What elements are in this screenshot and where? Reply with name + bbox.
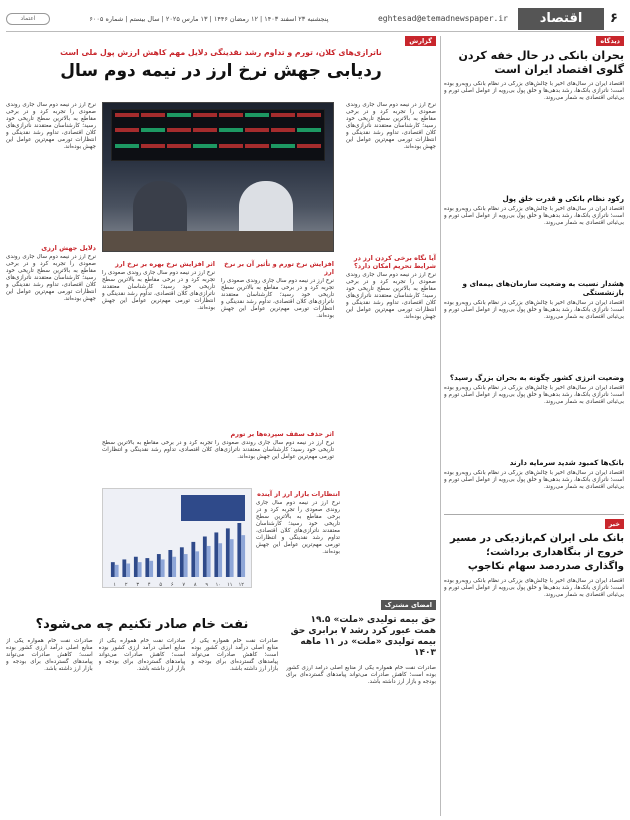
chart-bar <box>226 528 230 577</box>
main-body-2: نرخ ارز در نیمه دوم سال جاری روندی صعودی را تجربه کرد و در برخی مقاطع به بالاترین سطح تاریخی خود رسید؛ کارشناسان معتقدند ناترازی‌های کلان اقتصادی، تداوم رشد نقدینگی و انتظارات تورمی مهم‌ترین عوامل این جهش بوده‌اند. <box>346 272 436 320</box>
site-email[interactable]: eghtesad@etemadnewspaper.ir <box>377 14 508 23</box>
chart-bar <box>214 532 218 577</box>
right-column <box>444 36 624 816</box>
insurance-body: صادرات نفت خام همواره یکی از منابع اصلی درآمد ارزی کشور بوده است؛ کاهش صادرات می‌تواند پیامدهای گسترده‌ای برای بودجه و بازار ارز داشته باشد. <box>286 665 436 685</box>
main-body-7: نرخ ارز در نیمه دوم سال جاری روندی صعودی را تجربه کرد و در برخی مقاطع به بالاترین سطح تاریخی خود رسید؛ کارشناسان معتقدند ناترازی‌های کلان اقتصادی، تداوم رشد نقدینگی و انتظارات تورمی مهم‌ترین عوامل این جهش بوده‌اند. <box>102 440 334 460</box>
chart-legend-box <box>181 495 245 521</box>
chart-bar <box>145 558 149 577</box>
chart-bar <box>111 562 115 577</box>
opinion-subhead-2: هشدار نسبت به وضعیت سازمان‌های بیمه‌ای و بازنشستگی <box>462 279 624 297</box>
chart-bar <box>241 535 245 577</box>
main-subhead-2: افزایش نرخ تورم و تأثیر آن بر نرخ ارز <box>224 260 334 276</box>
main-body-8: نرخ ارز در نیمه دوم سال جاری روندی صعودی را تجربه کرد و در برخی مقاطع به بالاترین سطح تاریخی خود رسید؛ کارشناسان معتقدند ناترازی‌های کلان اقتصادی، تداوم رشد نقدینگی و انتظارات تورمی مهم‌ترین عوامل این جهش بوده‌اند. <box>256 500 340 555</box>
main-kicker: ناترازی‌های کلان، تورم و تداوم رشد نقدینگی دلایل مهم کاهش ارزش پول ملی است <box>60 48 382 57</box>
chart-tick-label: ۲ <box>124 582 128 588</box>
news-tag: خبر <box>605 519 624 529</box>
chart-tick-label: ۸ <box>193 582 197 588</box>
column-divider <box>440 36 441 816</box>
chart-tick-label: ۷ <box>182 582 186 588</box>
chart-bar <box>172 557 176 577</box>
opinion-body-3: اقتصاد ایران در سال‌های اخیر با چالش‌های بزرگی در نظام بانکی روبه‌رو بوده است؛ ناترازی بانک‌ها، رشد بدهی‌ها و خلق پول بی‌رویه از عوامل اصلی تورم و بی‌ثباتی اقتصادی به شمار می‌روند. <box>444 300 624 320</box>
chart-bar <box>115 565 119 577</box>
news-body: اقتصاد ایران در سال‌های اخیر با چالش‌های بزرگی در نظام بانکی روبه‌رو بوده است؛ ناترازی بانک‌ها، رشد بدهی‌ها و خلق پول بی‌رویه از عوامل اصلی تورم و بی‌ثباتی اقتصادی به شمار می‌روند. <box>444 578 624 598</box>
chart-bar <box>168 550 172 577</box>
rate-board <box>111 109 325 161</box>
chart-bar <box>122 559 126 577</box>
section-title: اقتصاد <box>518 8 604 30</box>
bottom-article <box>6 600 436 816</box>
chart-bar <box>195 551 199 577</box>
news-title: بانک ملی ایران کم‌بازدیکی در مسیر خروج از بنگاهداری برداشت؛ واگذاری صدردصد سهام نکاجوپ <box>450 533 624 572</box>
oil-body-2: صادرات نفت خام همواره یکی از منابع اصلی درآمد ارزی کشور بوده است؛ کاهش صادرات می‌تواند پیامدهای گسترده‌ای برای بودجه و بازار ارز داشته باشد. <box>98 638 186 672</box>
chart-tick-label: ۹ <box>205 582 209 588</box>
insurance-headline: حق بیمه تولیدی «ملت» ۱۹.۵ همت عبور کرد رشد ۷ برابری حق بیمه تولیدی «ملت» در ۱۱ ماهه ۱۴۰۳ <box>290 615 436 658</box>
opinion-body-4: اقتصاد ایران در سال‌های اخیر با چالش‌های بزرگی در نظام بانکی روبه‌رو بوده است؛ ناترازی بانک‌ها، رشد بدهی‌ها و خلق پول بی‌رویه از عوامل اصلی تورم و بی‌ثباتی اقتصادی به شمار می‌روند. <box>444 385 624 405</box>
chart-bar <box>134 557 138 577</box>
main-article <box>6 36 436 596</box>
main-headline: ردیابی جهش نرخ ارز در نیمه دوم سال <box>60 61 382 81</box>
main-subhead-4: اثر افزایش نرخ بهره بر نرخ ارز <box>115 260 215 268</box>
chart-tick-label: ۶ <box>170 582 174 588</box>
chart-bar <box>180 547 184 577</box>
chart-tick-label: ۱ <box>113 582 117 588</box>
chart-bar <box>237 523 241 577</box>
exchange-photo <box>102 102 334 252</box>
main-body-6: نرخ ارز در نیمه دوم سال جاری روندی صعودی را تجربه کرد و در برخی مقاطع به بالاترین سطح تاریخی خود رسید؛ کارشناسان معتقدند ناترازی‌های کلان اقتصادی، تداوم رشد نقدینگی و انتظارات تورمی مهم‌ترین عوامل این جهش بوده‌اند. <box>102 270 215 311</box>
opinion-subhead-1: رکود نظام بانکی و قدرت خلق پول <box>502 194 624 203</box>
opinion-body-2: اقتصاد ایران در سال‌های اخیر با چالش‌های بزرگی در نظام بانکی روبه‌رو بوده است؛ ناترازی بانک‌ها، رشد بدهی‌ها و خلق پول بی‌رویه از عوامل اصلی تورم و بی‌ثباتی اقتصادی به شمار می‌روند. <box>444 206 624 226</box>
bar-chart <box>102 488 252 588</box>
chart-tick-label: ۴ <box>147 582 151 588</box>
date-line: پنجشنبه ۲۳ اسفند ۱۴۰۳ | ۱۲ رمضان ۱۴۴۶ | ۱۳ مارس ۲۰۲۵ | سال بیستم | شماره ۶۰۰۵ <box>89 14 329 23</box>
desk <box>103 231 333 251</box>
chart-bar <box>230 539 234 577</box>
divider <box>444 514 624 515</box>
chart-bar <box>207 546 211 577</box>
chart-tick-label: ۱۰ <box>215 582 221 588</box>
main-subhead-6: انتظارات بازار ارز از آینده <box>257 490 340 498</box>
newspaper-logo: اعتماد <box>6 13 50 25</box>
opinion-subhead-4: بانک‌ها کمبود شدید سرمایه دارند <box>509 458 624 467</box>
report-tag: گزارش <box>405 36 436 46</box>
chart-bar <box>203 537 207 578</box>
chart-bar <box>161 559 165 577</box>
chart-bar <box>138 562 142 577</box>
opinion-title: بحران بانکی در حال خفه کردن گلوی اقتصاد ایران است <box>458 49 624 76</box>
opinion-body-5: اقتصاد ایران در سال‌های اخیر با چالش‌های بزرگی در نظام بانکی روبه‌رو بوده است؛ ناترازی بانک‌ها، رشد بدهی‌ها و خلق پول بی‌رویه از عوامل اصلی تورم و بی‌ثباتی اقتصادی به شمار می‌روند. <box>444 470 624 490</box>
opinion-body: اقتصاد ایران در سال‌های اخیر با چالش‌های بزرگی در نظام بانکی روبه‌رو بوده است؛ ناترازی بانک‌ها، رشد بدهی‌ها و خلق پول بی‌رویه از عوامل اصلی تورم و بی‌ثباتی اقتصادی به شمار می‌روند. <box>444 81 624 101</box>
chart-tick-label: ۳ <box>136 582 140 588</box>
opinion-tag: دیدگاه <box>596 36 624 46</box>
main-body-1: نرخ ارز در نیمه دوم سال جاری روندی صعودی را تجربه کرد و در برخی مقاطع به بالاترین سطح تاریخی خود رسید؛ کارشناسان معتقدند ناترازی‌های کلان اقتصادی، تداوم رشد نقدینگی و انتظارات تورمی مهم‌ترین عوامل این جهش بوده‌اند. <box>346 102 436 150</box>
chart-tick-label: ۱۲ <box>238 582 244 588</box>
oil-body-3: صادرات نفت خام همواره یکی از منابع اصلی درآمد ارزی کشور بوده است؛ کاهش صادرات می‌تواند پیامدهای گسترده‌ای برای بودجه و بازار ارز داشته باشد. <box>5 638 93 672</box>
oil-body-1: صادرات نفت خام همواره یکی از منابع اصلی درآمد ارزی کشور بوده است؛ کاهش صادرات می‌تواند پیامدهای گسترده‌ای برای بودجه و بازار ارز داشته باشد. <box>191 638 278 672</box>
main-body-4: نرخ ارز در نیمه دوم سال جاری روندی صعودی را تجربه کرد و در برخی مقاطع به بالاترین سطح تاریخی خود رسید؛ کارشناسان معتقدند ناترازی‌های کلان اقتصادی، تداوم رشد نقدینگی و انتظارات تورمی مهم‌ترین عوامل این جهش بوده‌اند. <box>6 254 96 302</box>
main-body-5: نرخ ارز در نیمه دوم سال جاری روندی صعودی را تجربه کرد و در برخی مقاطع به بالاترین سطح تاریخی خود رسید؛ کارشناسان معتقدند ناترازی‌های کلان اقتصادی، تداوم رشد نقدینگی و انتظارات تورمی مهم‌ترین عوامل این جهش بوده‌اند. <box>221 278 334 319</box>
page-header <box>6 6 624 32</box>
main-subhead-1: آیا نگاه برخی کردن ارز در شرایط تحریم امکان دارد؟ <box>353 254 436 270</box>
chart-bar <box>184 554 188 577</box>
oil-tag: امضای مشترک <box>381 600 436 610</box>
chart-bar <box>149 561 153 577</box>
chart-bar <box>191 542 195 577</box>
page-number: ۶ <box>610 11 618 26</box>
chart-tick-label: ۵ <box>159 582 163 588</box>
main-subhead-5: اثر حذف سقف سپرده‌ها بر تورم <box>230 430 334 438</box>
chart-bar <box>126 564 130 578</box>
oil-headline: نفت خام صادر تکنیم چه می‌شود؟ <box>35 617 249 632</box>
chart-bar <box>218 543 222 577</box>
main-subhead-3: دلایل جهش ارزی <box>41 244 96 252</box>
chart-tick-label: ۱۱ <box>227 582 233 588</box>
chart-bar <box>157 554 161 577</box>
opinion-subhead-3: وضعیت انرژی کشور چگونه به بحران بزرگ رسید؟ <box>449 373 624 382</box>
main-body-3: نرخ ارز در نیمه دوم سال جاری روندی صعودی را تجربه کرد و در برخی مقاطع به بالاترین سطح تاریخی خود رسید؛ کارشناسان معتقدند ناترازی‌های کلان اقتصادی، تداوم رشد نقدینگی و انتظارات تورمی مهم‌ترین عوامل این جهش بوده‌اند. <box>6 102 96 150</box>
